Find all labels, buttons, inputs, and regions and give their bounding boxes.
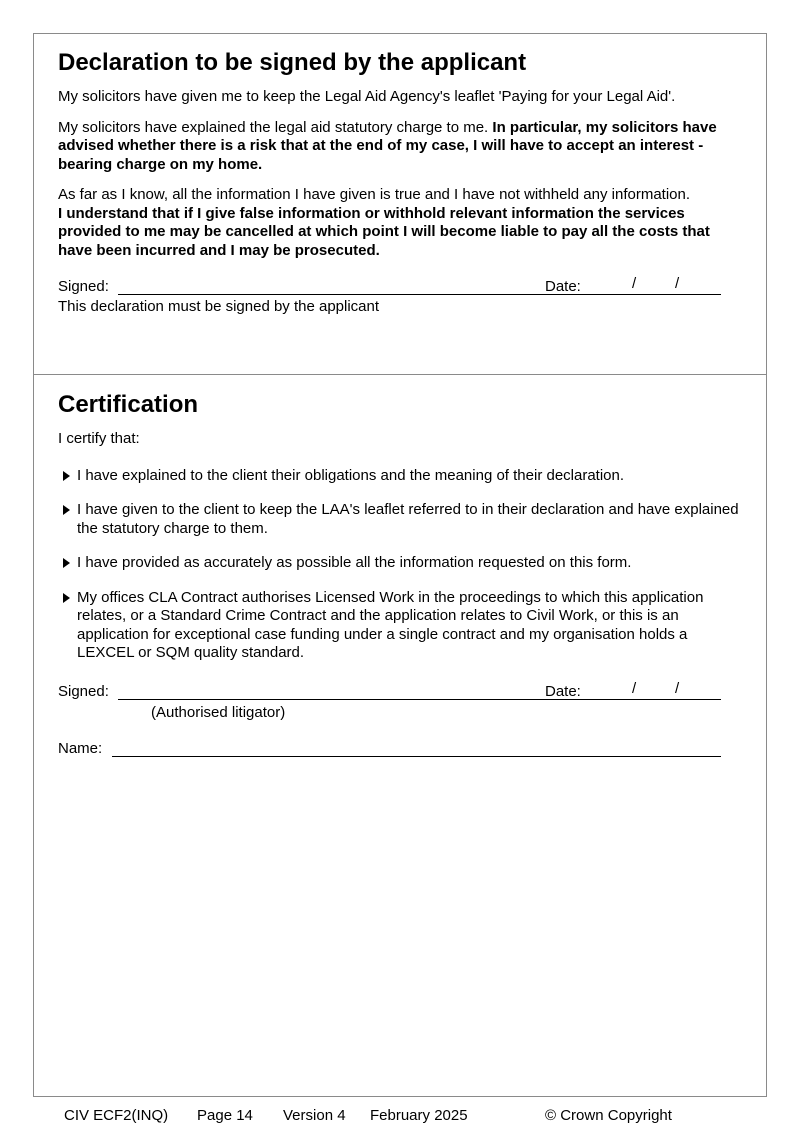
- applicant-date-separator: /: [632, 275, 637, 292]
- certification-item-text: I have explained to the client their obligations and the meaning of their declaration.: [77, 466, 625, 484]
- certification-item-text: I have provided as accurately as possible all the information requested on this form.: [77, 554, 632, 571]
- footer-version: Version 4: [283, 1107, 346, 1124]
- certification-item: [58, 501, 748, 538]
- litigator-date-separator: /: [675, 679, 680, 697]
- applicant-signature-row: [58, 275, 748, 298]
- footer-form-code: CIV ECF2(INQ): [64, 1107, 169, 1124]
- litigator-date-separator: /: [632, 679, 637, 697]
- declaration-charge-normal: My solicitors have explained the legal aid statutory charge to me.: [58, 118, 493, 136]
- certification-item-text: My offices CLA Contract authorises Licensed Work in the proceedings to which this application relates, or a Standard Crime Contract and the application relates to Civil Work, or this is an application for exceptional case funding under a single contract and my organisation holds a LEXCEL or SQM quality standard.: [77, 588, 704, 661]
- declaration-charge-bold: In particular, my solicitors have advised whether there is a risk that at the end of my case, I will have to accept an interest - bearing charge on my home.: [58, 118, 717, 173]
- applicant-signed-label: Signed:: [58, 278, 109, 295]
- litigator-date-label: Date:: [545, 682, 581, 700]
- bullet-arrow-icon: [63, 593, 70, 603]
- footer-page-number: Page 14: [197, 1107, 253, 1124]
- declaration-leaflet-text: My solicitors have given me to keep the Legal Aid Agency's leaflet 'Paying for your Legal Aid'.: [58, 88, 676, 105]
- litigator-name-label: Name:: [58, 740, 103, 757]
- declaration-section: [58, 48, 748, 317]
- declaration-truth-bold: I understand that if I give false information or withhold relevant information the services provided to me may be cancelled at which point I will become liable to pay all the costs that have been incurred and I may be prosecuted.: [58, 204, 710, 259]
- litigator-name-field[interactable]: [112, 756, 721, 757]
- litigator-name-row: [58, 740, 748, 760]
- declaration-truth-normal: As far as I know, all the information I have given is true and I have not withheld any information.: [58, 186, 691, 203]
- bullet-arrow-icon: [63, 558, 70, 568]
- certification-item: [58, 554, 748, 573]
- section-divider: [33, 374, 767, 375]
- certification-section: [58, 390, 748, 760]
- applicant-signature-field[interactable]: [118, 294, 602, 295]
- declaration-truth-text: [58, 186, 748, 260]
- applicant-date-field[interactable]: [591, 294, 721, 295]
- certification-intro: I certify that:: [58, 430, 140, 447]
- applicant-date-label: Date:: [545, 278, 581, 295]
- litigator-signed-label: Signed:: [58, 682, 109, 700]
- applicant-date-separator: /: [675, 275, 680, 292]
- certification-item-text: I have given to the client to keep the LAA's leaflet referred to in their declaration and have explained the statutory charge to them.: [77, 501, 739, 537]
- certification-title: Certification: [58, 391, 199, 418]
- declaration-charge-text: [58, 119, 748, 175]
- litigator-signature-field[interactable]: [118, 699, 602, 700]
- bullet-arrow-icon: [63, 471, 70, 481]
- certification-item: [58, 467, 748, 486]
- litigator-signer-note: (Authorised litigator): [151, 703, 286, 721]
- bullet-arrow-icon: [63, 505, 70, 515]
- footer-date: February 2025: [370, 1107, 468, 1124]
- footer-copyright: © Crown Copyright: [545, 1107, 672, 1124]
- certification-item: [58, 589, 748, 663]
- litigator-date-field[interactable]: [591, 699, 721, 700]
- litigator-signature-row: [58, 679, 748, 703]
- declaration-title: Declaration to be signed by the applicant: [58, 49, 527, 76]
- applicant-signature-note: This declaration must be signed by the applicant: [58, 298, 380, 315]
